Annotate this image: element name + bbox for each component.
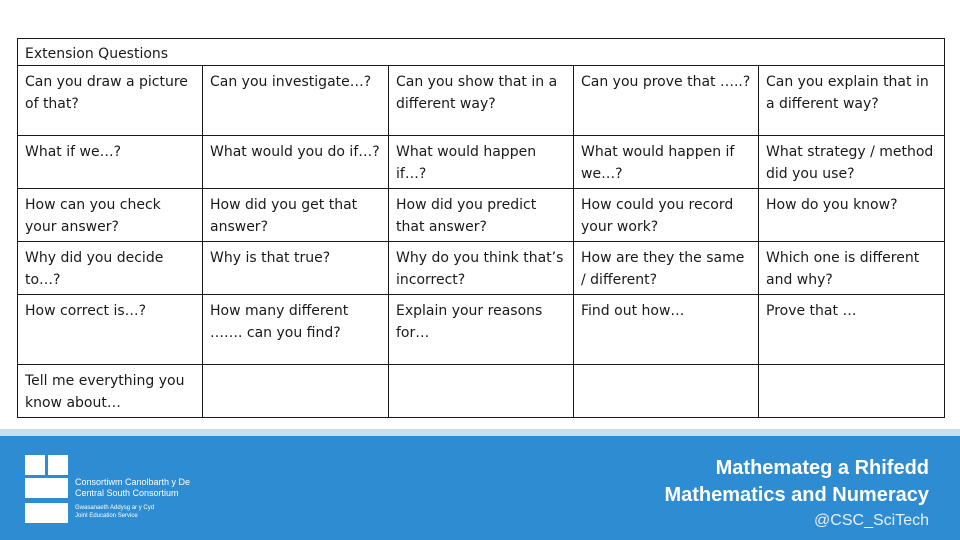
- logo-bar-icon: [25, 478, 68, 498]
- logo-subtext: Gwasanaeth Addysg ar y Cyd Joint Education Service: [75, 505, 155, 519]
- question-cell: How could you record your work?: [574, 189, 759, 242]
- table-row: [18, 295, 945, 365]
- question-cell: Why do you think that’s incorrect?: [389, 242, 574, 295]
- footer-brand: [664, 455, 929, 533]
- logo-square-icon: [25, 455, 45, 475]
- title-welsh: Mathemateg a Rhifedd: [715, 457, 929, 479]
- question-cell: Can you show that in a different way?: [389, 66, 574, 136]
- question-cell: Why did you decide to…?: [18, 242, 203, 295]
- footer-stripe: [0, 429, 960, 436]
- question-cell: Can you prove that …..?: [574, 66, 759, 136]
- question-cell: What would happen if we…?: [574, 136, 759, 189]
- question-cell: Prove that …: [759, 295, 945, 365]
- table-row: [18, 242, 945, 295]
- question-cell: Find out how…: [574, 295, 759, 365]
- title-english: Mathematics and Numeracy: [664, 484, 929, 506]
- social-handle: @CSC_SciTech: [814, 512, 929, 529]
- question-cell: How do you know?: [759, 189, 945, 242]
- question-cell: What strategy / method did you use?: [759, 136, 945, 189]
- question-cell: Can you investigate…?: [203, 66, 389, 136]
- table-row: [18, 189, 945, 242]
- table-row: [18, 66, 945, 136]
- question-cell: How many different ……. can you find?: [203, 295, 389, 365]
- question-cell: Why is that true?: [203, 242, 389, 295]
- question-cell: How are they the same / different?: [574, 242, 759, 295]
- question-cell: What if we…?: [18, 136, 203, 189]
- empty-cell: [203, 365, 389, 418]
- consortium-logo: [25, 455, 205, 527]
- logo-text: Consortiwm Canolbarth y De Central South Consortium: [75, 477, 191, 498]
- question-cell: How did you predict that answer?: [389, 189, 574, 242]
- table-row: [18, 365, 945, 418]
- question-cell: Can you explain that in a different way?: [759, 66, 945, 136]
- question-cell: Can you draw a picture of that?: [18, 66, 203, 136]
- empty-cell: [389, 365, 574, 418]
- question-cell: Tell me everything you know about…: [18, 365, 203, 418]
- empty-cell: [759, 365, 945, 418]
- question-cell: What would you do if…?: [203, 136, 389, 189]
- question-cell: What would happen if…?: [389, 136, 574, 189]
- question-cell: How can you check your answer?: [18, 189, 203, 242]
- table-row: [18, 136, 945, 189]
- question-cell: How did you get that answer?: [203, 189, 389, 242]
- question-cell: How correct is…?: [18, 295, 203, 365]
- logo-square-icon: [48, 455, 68, 475]
- question-cell: Explain your reasons for…: [389, 295, 574, 365]
- question-cell: Which one is different and why?: [759, 242, 945, 295]
- logo-bar-icon: [25, 503, 68, 523]
- empty-cell: [574, 365, 759, 418]
- table-header: Extension Questions: [18, 39, 945, 66]
- extension-questions-table: [17, 38, 945, 418]
